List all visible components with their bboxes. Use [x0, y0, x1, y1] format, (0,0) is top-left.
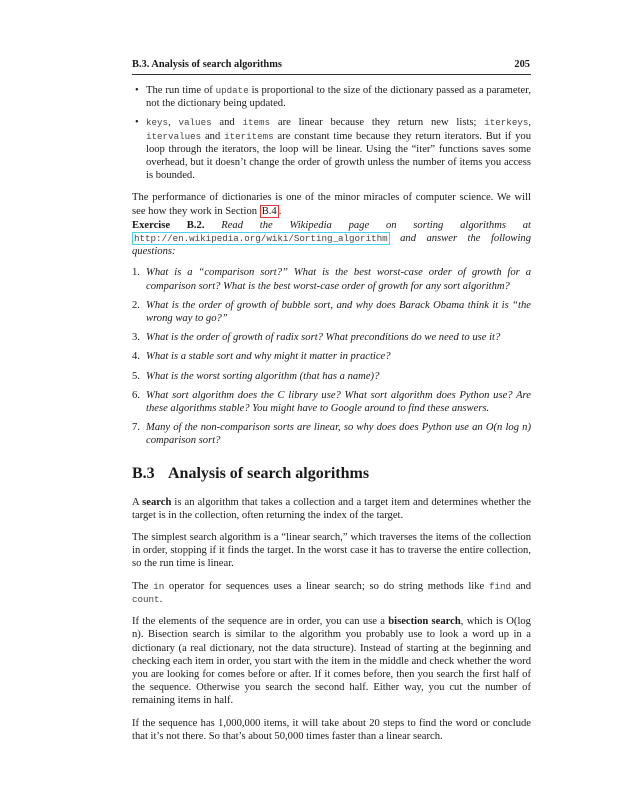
list-item: 5. What is the worst sorting algorithm (that has a name)? — [132, 370, 380, 382]
running-header — [132, 58, 530, 71]
list-item: 4. What is a stable sort and why might it matter in practice? — [132, 351, 391, 363]
wikipedia-link[interactable]: http://en.wikipedia.org/wiki/Sorting_algorithm — [134, 233, 388, 245]
list-item: 3. What is the order of growth of radix sort? What preconditions do we need to use it? — [132, 332, 501, 344]
header-rule — [132, 74, 531, 75]
bullet-list — [132, 84, 531, 182]
exercise-title: Exercise B.2. — [132, 219, 205, 231]
section-title: Analysis of search algorithms — [168, 464, 370, 482]
section-link[interactable]: B.4 — [261, 205, 277, 217]
code-find: find — [488, 580, 511, 592]
section-heading — [132, 464, 531, 484]
list-item: 1. What is a “comparison sort?” What is the best worst-case order of growth for a comparison sort? What is the best worst-case order of growth for any sort algorithm? — [132, 267, 531, 292]
code-itervalues: itervalues — [146, 130, 202, 142]
page-number: 205 — [514, 59, 530, 70]
exercise: Exercise B.2. Read the Wikipedia page on sorting algorithms at http://en.wikipedia.org/wiki/Sorting_algorithm and answer the following questions: 1. What is a “comparison sort?” What is the best worst-case order of growth for a comparison sort? What is the best worst-case order of growth for any sort algorithm? 2. What is the order of growth of bubble sort, and why does Barack Obama think it is “the wrong way to go?” 3. What is the order of growth of radix sort? What preconditions do we need to use it? 4. What is a stable sort and why might it matter in practice? 5. What is the worst sorting algorithm (that has a name)? 6. What sort algorithm does the C library use? What sort algorithm does Python use? Are these algorithms stable? You might have to Google around to find these answers. 7. Many of the non-comparison sorts are linear, so why does does Python use an O(n log n) comparison sort? — [132, 219, 531, 447]
list-item: 7. Many of the non-comparison sorts are linear, so why does does Python use an O(n log n) comparison sort? — [132, 422, 531, 447]
code-items: items — [242, 117, 271, 129]
dictionary-paragraph: The performance of dictionaries is one of the minor miracles of computer science. We will see how they work in Section B.4 . — [132, 192, 531, 217]
page-body — [132, 84, 531, 752]
term-bisection-search: bisection search — [388, 616, 461, 628]
list-item: • keys, values and items are linear because they return new lists; iterkeys, itervalues and iteritems are constant time because they return iterators. But if you loop through the iterators, the loop will be linear. Using the “iter” functions saves some overhead, but it doesn’t change the order of growth unless the number of items you access is bounded. — [132, 116, 531, 182]
linear-search-paragraph: The simplest search algorithm is a “linear search,” which traverses the items of the collection in order, stopping if it finds the target. In the worst case it has to traverse the entire collection, so the run time is linear. — [132, 532, 531, 570]
header-title: B.3. Analysis of search algorithms — [132, 59, 282, 70]
code-iterkeys: iterkeys — [484, 117, 529, 129]
code-update: update — [215, 85, 249, 96]
search-paragraph: A search is an algorithm that takes a collection and a target item and determines whether the target is in the collection, often returning the index of the target. — [132, 496, 531, 521]
term-search: search — [142, 496, 172, 508]
million-items-paragraph: If the sequence has 1,000,000 items, it will take about 20 steps to find the word or conclude that it’s not there. So that’s about 50,000 times faster than a linear search. — [132, 717, 531, 742]
in-operator-paragraph: The in operator for sequences uses a linear search; so do string methods like find and count. — [132, 580, 531, 605]
code-in: in — [153, 580, 165, 592]
exercise-questions — [132, 266, 531, 447]
list-item: 2. What is the order of growth of bubble sort, and why does Barack Obama think it is “the wrong way to go?” — [132, 299, 531, 325]
code-keys: keys — [146, 117, 169, 129]
list-item: 6. What sort algorithm does the C library use? What sort algorithm does Python use? Are these algorithms stable? You might have to Google around to find these answers. — [132, 389, 531, 415]
code-count: count — [132, 593, 160, 605]
code-iteritems: iteritems — [224, 130, 274, 142]
bisection-paragraph: If the elements of the sequence are in order, you can use a bisection search, which is O(log n). Bisection search is similar to the algorithm you probably use to look a word up in a dictionary (a real dictionary, not the data structure). Instead of starting at the beginning and checking each item in order, you start with the item in the middle and check whether the word you are looking for comes before or after. If it comes before, then you search the first half of the sequence. Otherwise you search the second half. Either way, you cut the number of remaining items in half. — [132, 616, 531, 707]
section-number: B.3 — [132, 464, 155, 482]
list-item: • The run time of update is proportional to the size of the dictionary passed as a parameter, not the dictionary being updated. — [132, 84, 531, 110]
code-values: values — [178, 117, 212, 129]
